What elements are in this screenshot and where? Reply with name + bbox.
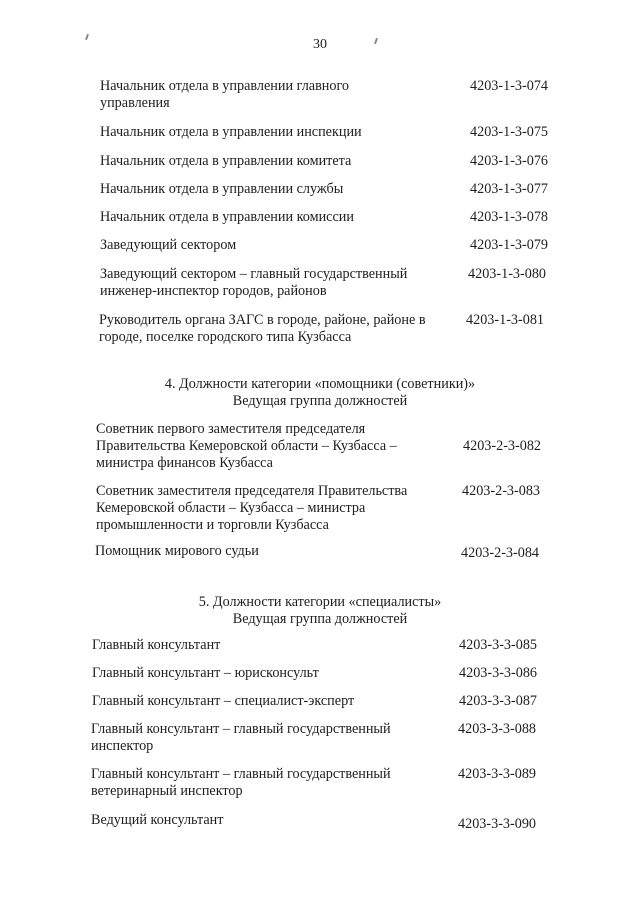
position-title: Советник заместителя председателя Правительства Кемеровской области – Кузбасса – министра промышленности и торговли Кузбасса [96, 483, 408, 533]
position-code: 4203-1-3-077 [470, 181, 549, 197]
position-code: 4203-3-3-086 [459, 665, 538, 681]
position-title: Советник первого заместителя председателя Правительства Кемеровской области – Кузбасса – министра финансов Кузбасса [96, 421, 397, 471]
position-title: Руководитель органа ЗАГС в городе, районе, районе в городе, поселке городского типа Кузбасса [99, 312, 426, 345]
position-code: 4203-2-3-083 [462, 483, 541, 499]
position-title: Начальник отдела в управлении службы [100, 181, 344, 197]
position-title: Главный консультант – главный государственный ветеринарный инспектор [91, 766, 391, 799]
position-title: Ведущий консультант [91, 812, 224, 828]
position-code: 4203-1-3-075 [470, 124, 549, 140]
position-code: 4203-3-3-087 [459, 693, 538, 709]
position-code: 4203-3-3-090 [458, 816, 537, 832]
position-code: 4203-1-3-081 [466, 312, 545, 328]
position-code: 4203-3-3-088 [458, 721, 537, 737]
position-title: Главный консультант [92, 637, 221, 653]
position-code: 4203-1-3-074 [470, 78, 549, 94]
position-title: Начальник отдела в управлении комитета [100, 153, 352, 169]
position-title: Главный консультант – специалист-эксперт [92, 693, 355, 709]
position-code: 4203-2-3-084 [461, 545, 540, 561]
position-title: Начальник отдела в управлении инспекции [100, 124, 362, 140]
position-title: Заведующий сектором – главный государственный инженер-инспектор городов, районов [100, 266, 408, 299]
page-number: 30 [313, 37, 327, 52]
position-code: 4203-1-3-076 [470, 153, 549, 169]
section-subheading: Ведущая группа должностей [232, 611, 408, 627]
position-title: Главный консультант – главный государственный инспектор [91, 721, 391, 754]
position-title: Заведующий сектором [100, 237, 237, 253]
position-code: 4203-3-3-085 [459, 637, 538, 653]
position-title: Начальник отдела в управлении комиссии [100, 209, 354, 225]
section-subheading: Ведущая группа должностей [232, 393, 408, 409]
position-code: 4203-3-3-089 [458, 766, 537, 782]
section-heading: 5. Должности категории «специалисты» [198, 594, 442, 610]
position-title: Главный консультант – юрисконсульт [92, 665, 319, 681]
position-title: Помощник мирового судьи [95, 543, 259, 559]
section-heading: 4. Должности категории «помощники (советники)» [164, 376, 476, 392]
position-code: 4203-2-3-082 [463, 438, 542, 454]
position-title: Начальник отдела в управлении главного управления [100, 78, 350, 111]
position-code: 4203-1-3-079 [470, 237, 549, 253]
position-code: 4203-1-3-078 [470, 209, 549, 225]
position-code: 4203-1-3-080 [468, 266, 547, 282]
